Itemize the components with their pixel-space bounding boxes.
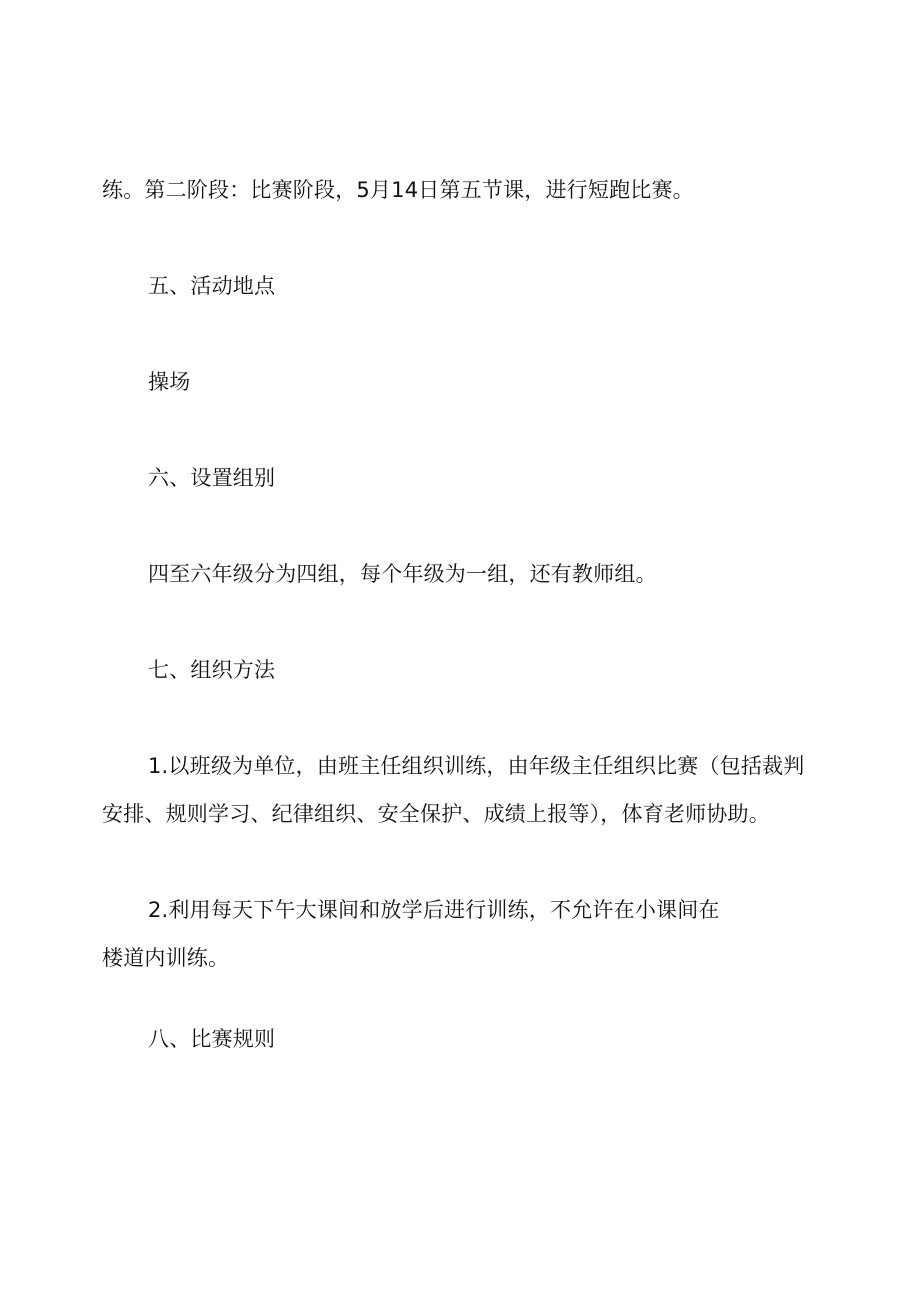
organization-item-1-line-2: 安排、规则学习、纪律组织、安全保护、成绩上报等），体育老师协助。: [102, 802, 770, 826]
paragraph-stage-tail: 练。第二阶段：比赛阶段，5月14日第五节课，进行短跑比赛。: [102, 178, 694, 202]
organization-item-2-line-2: 楼道内训练。: [102, 946, 230, 970]
section-heading-groups: 六、设置组别: [148, 466, 276, 490]
section-heading-rules: 八、比赛规则: [148, 1027, 276, 1051]
groups-text: 四至六年级分为四组，每个年级为一组，还有教师组。: [148, 562, 657, 586]
location-text: 操场: [148, 370, 191, 394]
section-heading-organization: 七、组织方法: [148, 658, 276, 682]
organization-item-1-line-1: 1.以班级为单位，由班主任组织训练，由年级主任组织比赛（包括裁判: [148, 754, 805, 778]
organization-item-2-line-1: 2.利用每天下午大课间和放学后进行训练，不允许在小课间在: [148, 898, 720, 922]
section-heading-location: 五、活动地点: [148, 274, 276, 298]
